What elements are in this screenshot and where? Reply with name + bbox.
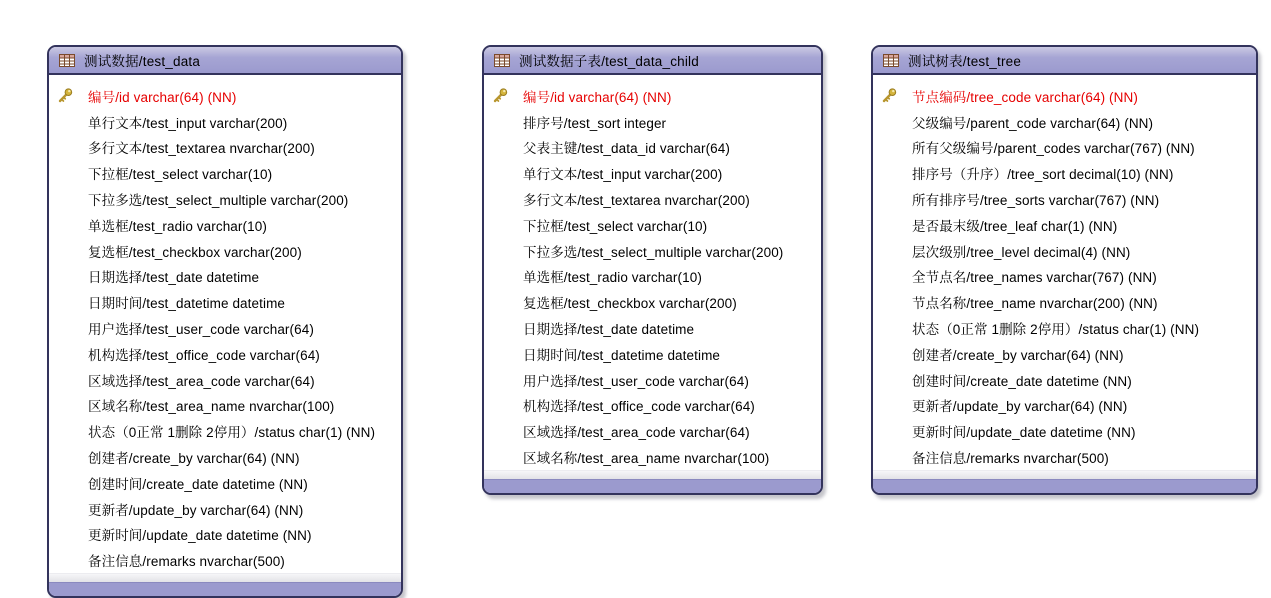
field-definition-text: 单选框/test_radio varchar(10) [88, 218, 267, 234]
primary-key-icon [484, 87, 523, 104]
field-row [873, 160, 1256, 186]
field-definition-text: 状态（0正常 1删除 2停用）/status char(1) (NN) [88, 425, 376, 441]
field-row [873, 238, 1256, 264]
field-definition-text: 父级编号/parent_code varchar(64) (NN) [912, 115, 1154, 131]
field-definition-text: 区域选择/test_area_code varchar(64) [88, 373, 315, 389]
table-footer-gradient [49, 573, 401, 582]
field-row [49, 109, 401, 135]
field-definition-text: 更新者/update_by varchar(64) (NN) [912, 399, 1128, 415]
field-definition-text: 日期选择/test_date datetime [523, 322, 695, 338]
field-row [49, 367, 401, 393]
field-definition-text: 备注信息/remarks nvarchar(500) [912, 451, 1109, 467]
field-row [873, 186, 1256, 212]
table-header[interactable] [484, 47, 821, 75]
field-row [484, 186, 821, 212]
field-definition-text: 单行文本/test_input varchar(200) [88, 115, 288, 131]
field-row [484, 212, 821, 238]
field-definition-text: 日期时间/test_datetime datetime [88, 296, 286, 312]
table-header[interactable] [49, 47, 401, 75]
field-row [49, 238, 401, 264]
table-title: 测试数据子表/test_data_child [519, 54, 699, 69]
field-row [49, 186, 401, 212]
primary-key-icon [49, 87, 88, 104]
table-footer-gradient [484, 470, 821, 479]
table-title: 测试数据/test_data [84, 54, 201, 69]
field-row [873, 418, 1256, 444]
field-definition-text: 单行文本/test_input varchar(200) [523, 167, 723, 183]
field-row [873, 444, 1256, 470]
field-definition-text: 备注信息/remarks nvarchar(500) [88, 554, 285, 570]
field-row [49, 418, 401, 444]
field-definition-text: 区域名称/test_area_name nvarchar(100) [523, 451, 770, 467]
field-definition-text: 机构选择/test_office_code varchar(64) [523, 399, 755, 415]
field-list [484, 75, 821, 470]
field-definition-text: 节点名称/tree_name nvarchar(200) (NN) [912, 296, 1158, 312]
field-definition-text: 状态（0正常 1删除 2停用）/status char(1) (NN) [912, 322, 1200, 338]
field-definition-text: 全节点名/tree_names varchar(767) (NN) [912, 270, 1157, 286]
field-row [49, 470, 401, 496]
field-definition-text: 多行文本/test_textarea nvarchar(200) [88, 141, 315, 157]
field-row [49, 393, 401, 419]
field-definition-text: 复选框/test_checkbox varchar(200) [523, 296, 737, 312]
field-definition-text: 下拉多选/test_select_multiple varchar(200) [523, 244, 784, 260]
field-definition-text: 更新时间/update_date datetime (NN) [912, 425, 1136, 441]
field-row [873, 367, 1256, 393]
field-row-primary-key [49, 83, 401, 109]
field-row [873, 315, 1256, 341]
table-grid-icon [494, 54, 510, 67]
field-row [484, 393, 821, 419]
field-definition-text: 创建者/create_by varchar(64) (NN) [88, 451, 300, 467]
field-row [49, 315, 401, 341]
field-row [49, 289, 401, 315]
field-row [484, 315, 821, 341]
primary-key-icon [873, 87, 912, 104]
field-row [49, 547, 401, 573]
field-definition-text: 节点编码/tree_code varchar(64) (NN) [912, 89, 1138, 105]
field-definition-text: 父表主键/test_data_id varchar(64) [523, 141, 730, 157]
field-definition-text: 用户选择/test_user_code varchar(64) [523, 373, 749, 389]
field-definition-text: 单选框/test_radio varchar(10) [523, 270, 702, 286]
field-row [484, 367, 821, 393]
entity-card-test-data-child[interactable] [482, 45, 823, 495]
table-grid-icon [59, 54, 75, 67]
field-definition-text: 更新时间/update_date datetime (NN) [88, 528, 312, 544]
field-row [49, 496, 401, 522]
field-definition-text: 区域选择/test_area_code varchar(64) [523, 425, 750, 441]
table-footer-bar [484, 479, 821, 493]
field-definition-text: 创建者/create_by varchar(64) (NN) [912, 347, 1124, 363]
field-row-primary-key [484, 83, 821, 109]
field-row [873, 393, 1256, 419]
field-row [873, 264, 1256, 290]
field-row-primary-key [873, 83, 1256, 109]
field-row [484, 238, 821, 264]
field-definition-text: 下拉框/test_select varchar(10) [88, 167, 273, 183]
field-row [484, 418, 821, 444]
field-row [49, 341, 401, 367]
field-row [873, 212, 1256, 238]
field-definition-text: 下拉多选/test_select_multiple varchar(200) [88, 193, 349, 209]
field-definition-text: 下拉框/test_select varchar(10) [523, 218, 708, 234]
table-header[interactable] [873, 47, 1256, 75]
field-row [484, 341, 821, 367]
field-row [49, 522, 401, 548]
field-definition-text: 排序号（升序）/tree_sort decimal(10) (NN) [912, 167, 1174, 183]
field-row [873, 109, 1256, 135]
field-row [49, 160, 401, 186]
field-definition-text: 日期选择/test_date datetime [88, 270, 260, 286]
field-row [49, 135, 401, 161]
field-row [484, 289, 821, 315]
field-definition-text: 日期时间/test_datetime datetime [523, 347, 721, 363]
field-row [484, 264, 821, 290]
field-row [49, 444, 401, 470]
field-row [484, 135, 821, 161]
field-row [873, 135, 1256, 161]
field-row [49, 212, 401, 238]
field-definition-text: 所有父级编号/parent_codes varchar(767) (NN) [912, 141, 1195, 157]
table-grid-icon [883, 54, 899, 67]
field-definition-text: 所有排序号/tree_sorts varchar(767) (NN) [912, 193, 1160, 209]
field-row [484, 444, 821, 470]
field-row [484, 109, 821, 135]
table-footer-gradient [873, 470, 1256, 479]
table-footer-bar [49, 582, 401, 596]
field-row [484, 160, 821, 186]
field-row [873, 289, 1256, 315]
table-title: 测试树表/test_tree [908, 54, 1022, 69]
field-definition-text: 排序号/test_sort integer [523, 115, 667, 131]
table-footer-bar [873, 479, 1256, 493]
field-definition-text: 更新者/update_by varchar(64) (NN) [88, 502, 304, 518]
field-definition-text: 机构选择/test_office_code varchar(64) [88, 347, 320, 363]
field-definition-text: 是否最末级/tree_leaf char(1) (NN) [912, 218, 1118, 234]
field-definition-text: 层次级别/tree_level decimal(4) (NN) [912, 244, 1131, 260]
field-definition-text: 创建时间/create_date datetime (NN) [88, 476, 308, 492]
field-list [49, 75, 401, 573]
entity-card-test-tree[interactable] [871, 45, 1258, 495]
field-definition-text: 复选框/test_checkbox varchar(200) [88, 244, 302, 260]
field-definition-text: 区域名称/test_area_name nvarchar(100) [88, 399, 335, 415]
field-definition-text: 用户选择/test_user_code varchar(64) [88, 322, 314, 338]
field-list [873, 75, 1256, 470]
field-definition-text: 编号/id varchar(64) (NN) [523, 89, 672, 105]
field-definition-text: 编号/id varchar(64) (NN) [88, 89, 237, 105]
entity-card-test-data[interactable] [47, 45, 403, 598]
field-row [49, 264, 401, 290]
field-definition-text: 多行文本/test_textarea nvarchar(200) [523, 193, 750, 209]
field-row [873, 341, 1256, 367]
field-definition-text: 创建时间/create_date datetime (NN) [912, 373, 1132, 389]
